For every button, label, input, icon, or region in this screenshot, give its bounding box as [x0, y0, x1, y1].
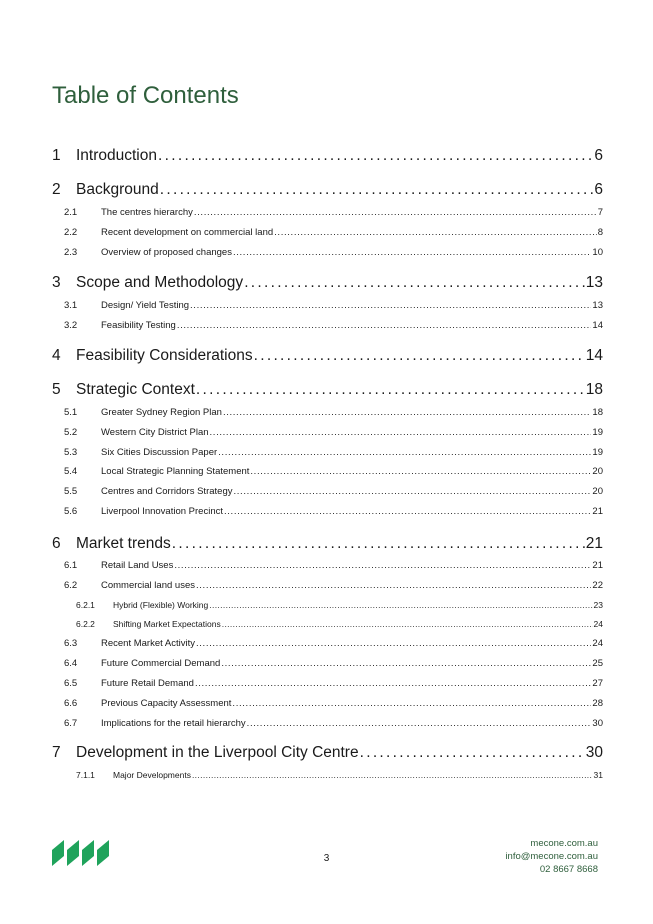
toc-entry-page: 7	[597, 207, 603, 218]
toc-entry-number: 5.4	[64, 466, 78, 477]
toc-leader-dots	[190, 300, 591, 311]
toc-leader-dots	[223, 407, 591, 418]
toc-entry-number: 6.1	[64, 560, 78, 571]
toc-entry[interactable]	[52, 181, 603, 199]
toc-entry-label: Liverpool Innovation Precinct	[101, 506, 223, 517]
toc-entry-label: Feasibility Testing	[101, 320, 176, 331]
toc-leader-dots	[233, 247, 591, 258]
toc-entry-number: 6.5	[64, 678, 78, 689]
toc-entry-number: 5.1	[64, 407, 78, 418]
toc-leader-dots	[222, 619, 593, 629]
toc-entry-page: 18	[585, 381, 603, 398]
toc-entry-page: 21	[592, 506, 603, 517]
toc-entry[interactable]	[52, 580, 603, 591]
toc-entry-page: 30	[585, 744, 603, 761]
toc-entry-number: 2.2	[64, 227, 78, 238]
toc-entry[interactable]	[52, 600, 603, 610]
toc-entry-page: 13	[592, 300, 603, 311]
toc-entry[interactable]	[52, 227, 603, 238]
toc-entry-label: Greater Sydney Region Plan	[101, 407, 222, 418]
toc-entry[interactable]	[52, 638, 603, 649]
toc-entry-page: 10	[592, 247, 603, 258]
toc-entry-page: 21	[585, 535, 603, 552]
toc-entry[interactable]	[52, 447, 603, 458]
toc-entry-number: 3.2	[64, 320, 78, 331]
toc-entry-page: 6	[594, 181, 603, 198]
toc-entry-label: Previous Capacity Assessment	[101, 698, 232, 709]
toc-entry-label: Retail Land Uses	[101, 560, 174, 571]
toc-entry-page: 28	[592, 698, 603, 709]
toc-entry[interactable]	[52, 744, 603, 762]
toc-entry[interactable]	[52, 718, 603, 729]
toc-leader-dots	[221, 658, 591, 669]
contact-block	[505, 837, 598, 876]
phone-number: 02 8667 8668	[539, 864, 598, 875]
toc-entry-number: 5	[52, 381, 61, 398]
toc-entry[interactable]	[52, 486, 603, 497]
page-number: 3	[323, 853, 330, 864]
toc-entry[interactable]	[52, 274, 603, 292]
toc-entry-page: 14	[585, 347, 603, 364]
toc-entry-number: 6.2.2	[76, 619, 95, 629]
toc-entry-page: 24	[592, 638, 603, 649]
toc-entry-number: 7.1.1	[76, 770, 95, 780]
toc-leader-dots	[360, 744, 585, 762]
toc-entry-page: 14	[592, 320, 603, 331]
toc-entry-label: Development in the Liverpool City Centre	[76, 744, 359, 761]
toc-leader-dots	[233, 486, 591, 497]
toc-entry-page: 31	[593, 770, 603, 780]
toc-leader-dots	[250, 466, 591, 477]
toc-entry-page: 18	[592, 407, 603, 418]
toc-entry-label: Future Commercial Demand	[101, 658, 221, 669]
toc-entry-page: 13	[585, 274, 603, 291]
toc-entry-label: Commercial land uses	[101, 580, 195, 591]
toc-entry-number: 5.3	[64, 447, 78, 458]
toc-entry-label: Recent Market Activity	[101, 638, 195, 649]
toc-entry-label: Six Cities Discussion Paper	[101, 447, 218, 458]
toc-entry[interactable]	[52, 619, 603, 629]
toc-entry-page: 23	[593, 600, 603, 610]
toc-entry[interactable]	[52, 560, 603, 571]
toc-leader-dots	[172, 535, 585, 553]
toc-entry[interactable]	[52, 207, 603, 218]
toc-entry-number: 6.2	[64, 580, 78, 591]
toc-entry-label: Centres and Corridors Strategy	[101, 486, 233, 497]
toc-entry-label: Market trends	[76, 535, 171, 552]
toc-entry-label: Feasibility Considerations	[76, 347, 253, 364]
toc-entry-label: Recent development on commercial land	[101, 227, 274, 238]
toc-entry[interactable]	[52, 535, 603, 553]
toc-entry-number: 3.1	[64, 300, 78, 311]
toc-entry[interactable]	[52, 147, 603, 165]
toc-leader-dots	[196, 381, 585, 399]
toc-entry[interactable]	[52, 300, 603, 311]
toc-entry-label: Overview of proposed changes	[101, 247, 232, 258]
toc-entry-label: Local Strategic Planning Statement	[101, 466, 250, 477]
toc-entry-label: Future Retail Demand	[101, 678, 194, 689]
toc-entry-label: Hybrid (Flexible) Working	[113, 600, 209, 610]
toc-entry-number: 6.4	[64, 658, 78, 669]
toc-entry-label: Shifting Market Expectations	[113, 619, 221, 629]
toc-entry-number: 6	[52, 535, 61, 552]
toc-entry[interactable]	[52, 770, 603, 780]
toc-entry[interactable]	[52, 466, 603, 477]
toc-leader-dots	[254, 347, 585, 365]
toc-entry-label: The centres hierarchy	[101, 207, 193, 218]
toc-leader-dots	[244, 274, 585, 292]
toc-entry-number: 2.1	[64, 207, 78, 218]
toc-leader-dots	[209, 600, 592, 610]
website-link[interactable]: mecone.com.au	[530, 838, 598, 849]
toc-entry-label: Strategic Context	[76, 381, 195, 398]
toc-entry-page: 27	[592, 678, 603, 689]
toc-entry[interactable]	[52, 381, 603, 399]
toc-entry-page: 22	[592, 580, 603, 591]
toc-entry-page: 19	[592, 427, 603, 438]
toc-leader-dots	[160, 181, 594, 199]
toc-entry-number: 6.3	[64, 638, 78, 649]
toc-entry-number: 6.6	[64, 698, 78, 709]
toc-entry-number: 5.5	[64, 486, 78, 497]
toc-entry-page: 19	[592, 447, 603, 458]
toc-entry[interactable]	[52, 407, 603, 418]
toc-entry[interactable]	[52, 506, 603, 517]
toc-leader-dots	[195, 678, 591, 689]
toc-entry-number: 5.2	[64, 427, 78, 438]
toc-leader-dots	[174, 560, 591, 571]
toc-entry[interactable]	[52, 347, 603, 365]
toc-entry-label: Background	[76, 181, 159, 198]
toc-leader-dots	[194, 207, 597, 218]
toc-entry-number: 2	[52, 181, 61, 198]
toc-leader-dots	[177, 320, 592, 331]
toc-entry-label: Introduction	[76, 147, 157, 164]
toc-entry[interactable]	[52, 320, 603, 331]
toc-entry-page: 6	[594, 147, 603, 164]
toc-entry-page: 21	[592, 560, 603, 571]
toc-entry-number: 1	[52, 147, 61, 164]
toc-entry-number: 6.2.1	[76, 600, 95, 610]
toc-entry-label: Design/ Yield Testing	[101, 300, 190, 311]
toc-entry-page: 30	[592, 718, 603, 729]
toc-leader-dots	[192, 770, 593, 780]
toc-entry-page: 25	[592, 658, 603, 669]
toc-leader-dots	[274, 227, 597, 238]
toc-leader-dots	[232, 698, 591, 709]
toc-entry-number: 3	[52, 274, 61, 291]
toc-entry-page: 20	[592, 486, 603, 497]
toc-entry[interactable]	[52, 427, 603, 438]
page-title: Table of Contents	[52, 82, 239, 109]
toc-leader-dots	[247, 718, 592, 729]
toc-entry[interactable]	[52, 678, 603, 689]
toc-leader-dots	[196, 580, 591, 591]
toc-leader-dots	[158, 147, 593, 165]
toc-leader-dots	[218, 447, 591, 458]
toc-entry[interactable]	[52, 658, 603, 669]
toc-leader-dots	[210, 427, 592, 438]
toc-leader-dots	[196, 638, 591, 649]
toc-entry-number: 2.3	[64, 247, 78, 258]
toc-entry-number: 7	[52, 744, 61, 761]
toc-entry-page: 8	[597, 227, 603, 238]
toc-entry-page: 20	[592, 466, 603, 477]
toc-entry-label: Major Developments	[113, 770, 191, 780]
toc-entry-label: Scope and Methodology	[76, 274, 244, 291]
toc-leader-dots	[224, 506, 591, 517]
toc-entry-label: Western City District Plan	[101, 427, 209, 438]
email-link[interactable]: info@mecone.com.au	[505, 851, 598, 862]
toc-entry[interactable]	[52, 698, 603, 709]
toc-entry-page: 24	[593, 619, 603, 629]
toc-entry-number: 5.6	[64, 506, 78, 517]
toc-entry-label: Implications for the retail hierarchy	[101, 718, 246, 729]
toc-entry-number: 6.7	[64, 718, 78, 729]
toc-entry[interactable]	[52, 247, 603, 258]
toc-entry-number: 4	[52, 347, 61, 364]
